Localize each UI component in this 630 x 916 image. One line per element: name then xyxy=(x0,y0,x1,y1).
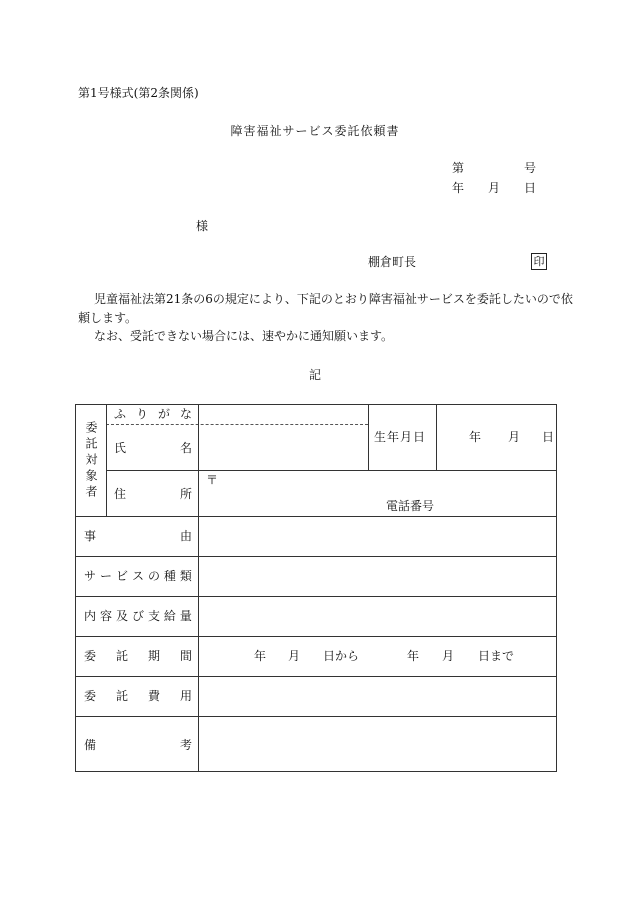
name-field[interactable] xyxy=(199,425,368,470)
birthdate-field[interactable] xyxy=(437,405,557,470)
content-amount-field[interactable] xyxy=(199,597,557,636)
body-text-line-1: 児童福祉法第21条の6の規定により、下記のとおり障害福祉サービスを委託したいので依 xyxy=(94,292,573,306)
birthdate-label: 生年月日 xyxy=(374,430,427,444)
birth-day-label: 日 xyxy=(542,430,555,444)
service-type-label: サ ー ビ ス の 種 類 xyxy=(84,569,192,583)
target-person-group xyxy=(76,405,106,516)
remarks-field[interactable] xyxy=(199,717,557,772)
period-label: 委 託 期 間 xyxy=(84,649,192,663)
content-amount-label: 内 容 及 び 支 給 量 xyxy=(84,609,192,623)
request-form-table xyxy=(75,404,557,772)
record-heading: 記 xyxy=(308,368,321,382)
remarks-label: 備 考 xyxy=(84,738,192,752)
col-divider-birth-label xyxy=(368,405,369,470)
sender-name: 棚倉町長 xyxy=(368,255,417,269)
period-to-month: 月 xyxy=(442,649,455,663)
name-label: 氏 名 xyxy=(114,441,192,455)
col-divider-group xyxy=(106,405,107,516)
birth-month-label: 月 xyxy=(508,430,521,444)
document-number-suffix: 号 xyxy=(524,161,537,175)
date-day-label: 日 xyxy=(524,181,537,195)
period-to-day: 日まで xyxy=(478,649,515,663)
form-number: 第1号様式(第2条関係) xyxy=(78,86,199,100)
document-title: 障害福祉サービス委託依頼書 xyxy=(230,124,400,138)
cost-label: 委 託 費 用 xyxy=(84,689,192,703)
furigana-label: ふ り が な xyxy=(114,407,192,421)
addressee-honorific: 様 xyxy=(196,219,209,233)
period-field[interactable] xyxy=(199,637,557,676)
furigana-field[interactable] xyxy=(199,405,368,424)
reason-field[interactable] xyxy=(199,517,557,556)
date-year-label: 年 xyxy=(452,181,465,195)
address-label: 住 所 xyxy=(114,487,192,501)
postal-mark: 〒 xyxy=(206,473,219,487)
period-from-day: 日から xyxy=(323,649,360,663)
date-month-label: 月 xyxy=(488,181,501,195)
birth-year-label: 年 xyxy=(469,430,482,444)
body-text-line-2: 頼します。 xyxy=(78,311,138,325)
period-from-month: 月 xyxy=(288,649,301,663)
seal-mark: 印 xyxy=(531,253,547,270)
address-field[interactable] xyxy=(199,471,557,516)
reason-label: 事 由 xyxy=(84,529,192,543)
cost-field[interactable] xyxy=(199,677,557,716)
period-to-year: 年 xyxy=(407,649,420,663)
document-number-prefix: 第 xyxy=(452,161,465,175)
body-text-line-3: なお、受託できない場合には、速やかに通知願います。 xyxy=(94,329,394,343)
target-person-label: 委託対象者 xyxy=(84,420,98,501)
service-type-field[interactable] xyxy=(199,557,557,596)
period-from-year: 年 xyxy=(254,649,267,663)
phone-number-label: 電話番号 xyxy=(386,499,435,513)
